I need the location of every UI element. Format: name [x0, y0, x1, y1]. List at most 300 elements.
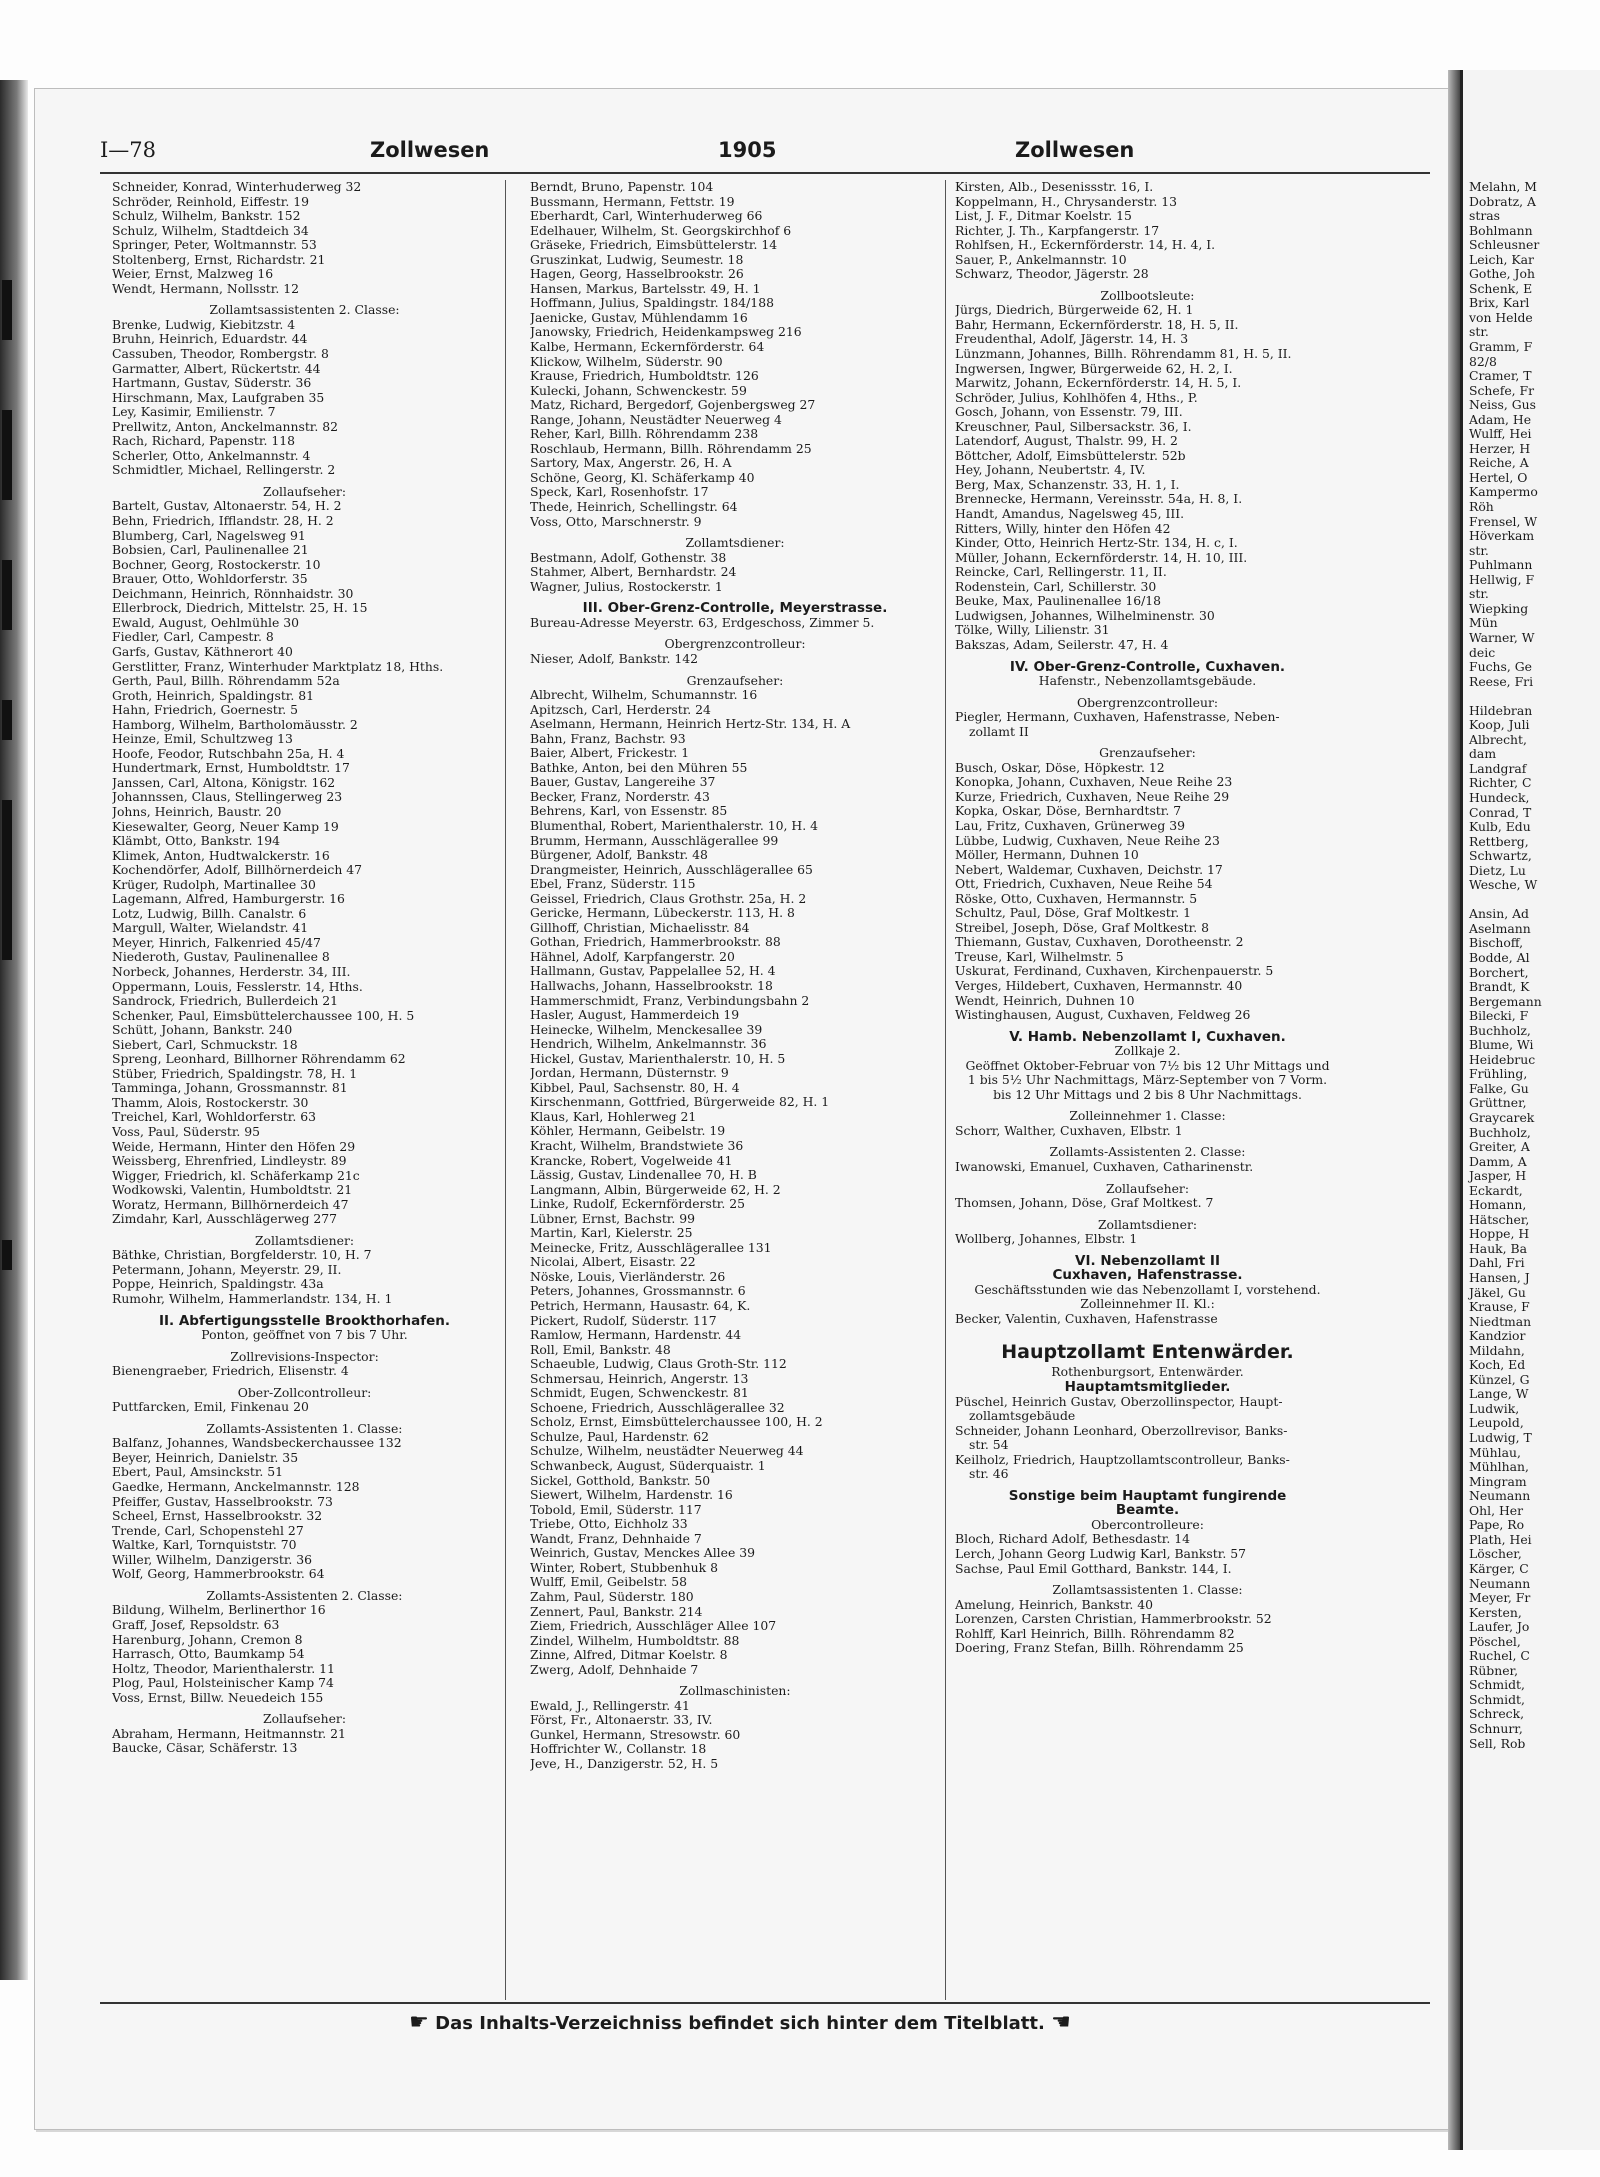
directory-entry: Waltke, Karl, Tornquiststr. 70 — [112, 1537, 297, 1553]
directory-entry: Kulecki, Johann, Schwenckestr. 59 — [530, 382, 747, 398]
right-page-entry: Fuchs, Ge — [1469, 659, 1532, 675]
right-page-entry: Bodde, Al — [1469, 949, 1530, 965]
directory-entry: Schorr, Walther, Cuxhaven, Elbstr. 1 — [955, 1122, 1183, 1138]
directory-entry: Gothan, Friedrich, Hammerbrookstr. 88 — [530, 934, 781, 950]
directory-entry: Wistinghausen, August, Cuxhaven, Feldweg 26 — [955, 1007, 1251, 1023]
directory-entry: Wendt, Hermann, Nollsstr. 12 — [112, 280, 299, 296]
directory-entry: Stoltenberg, Ernst, Richardstr. 21 — [112, 251, 326, 267]
directory-entry: Bathke, Anton, bei den Mühren 55 — [530, 759, 748, 775]
directory-entry: Kreuschner, Paul, Silbersackstr. 36, I. — [955, 418, 1192, 434]
directory-entry: Petrich, Hermann, Hausastr. 64, K. — [530, 1298, 751, 1314]
directory-entry: Rohlfsen, H., Eckernförderstr. 14, H. 4, I. — [955, 237, 1216, 253]
directory-entry: Peters, Johannes, Grossmannstr. 6 — [530, 1283, 746, 1299]
directory-entry: Gosch, Johann, von Essenstr. 79, III. — [955, 404, 1183, 420]
right-page-entry: Neumann — [1469, 1488, 1531, 1504]
directory-entry: Schulze, Wilhelm, neustädter Neuerweg 44 — [530, 1443, 804, 1459]
directory-entry: Zwerg, Adolf, Dehnhaide 7 — [530, 1661, 699, 1677]
book-gutter — [1448, 70, 1460, 2150]
right-page-entry: Jäkel, Gu — [1469, 1284, 1526, 1300]
right-page-entry: Leupold, — [1469, 1415, 1524, 1431]
directory-entry: Roschlaub, Hermann, Billh. Röhrendamm 25 — [530, 440, 812, 456]
right-page-entry: Heidebruc — [1469, 1051, 1536, 1067]
directory-entry: Koppelmann, H., Chrysanderstr. 13 — [955, 193, 1177, 209]
directory-entry: Busch, Oskar, Döse, Höpkestr. 12 — [955, 759, 1165, 775]
right-page-entry: str. — [1469, 586, 1489, 602]
directory-entry: Bahr, Hermann, Eckernförderstr. 18, H. 5, II. — [955, 316, 1239, 332]
directory-entry: Bäthke, Christian, Borgfelderstr. 10, H. 7 — [112, 1247, 372, 1263]
directory-entry: Klimek, Anton, Hudtwalckerstr. 16 — [112, 847, 330, 863]
directory-entry: Speck, Karl, Rosenhofstr. 17 — [530, 484, 709, 500]
right-page-entry: Buchholz, — [1469, 1022, 1531, 1038]
right-page-entry: Mün — [1469, 615, 1498, 631]
directory-entry: Bienengraeber, Friedrich, Elisenstr. 4 — [112, 1363, 349, 1379]
directory-entry: Ebert, Paul, Amsinckstr. 51 — [112, 1464, 284, 1480]
directory-entry: Ingwersen, Ingwer, Bürgerweide 62, H. 2, I. — [955, 360, 1233, 376]
directory-entry: Geissel, Friedrich, Claus Grothstr. 25a, H. 2 — [530, 890, 807, 906]
right-page-entry: dam — [1469, 746, 1497, 762]
directory-entry: Petermann, Johann, Meyerstr. 29, II. — [112, 1261, 342, 1277]
section-heading: Obergrenzcontrolleur: — [664, 636, 806, 652]
directory-entry: Schaeuble, Ludwig, Claus Groth-Str. 112 — [530, 1356, 787, 1372]
directory-entry: Holtz, Theodor, Marienthalerstr. 11 — [112, 1660, 335, 1676]
directory-entry: Ludwigsen, Johannes, Wilhelminenstr. 30 — [955, 607, 1215, 623]
directory-entry: Johannssen, Claus, Stellingerweg 23 — [112, 789, 343, 805]
directory-entry: Weissberg, Ehrenfried, Lindleystr. 89 — [112, 1153, 347, 1169]
directory-entry: str. 54 — [969, 1437, 1009, 1453]
directory-entry: Nöske, Louis, Vierländerstr. 26 — [530, 1268, 726, 1284]
directory-entry: Brumm, Hermann, Ausschlägerallee 99 — [530, 832, 779, 848]
right-page-entry: Gramm, F — [1469, 339, 1533, 355]
directory-entry: Nieser, Adolf, Bankstr. 142 — [530, 650, 698, 666]
section-heading: Grenzaufseher: — [1099, 745, 1196, 761]
right-page-entry: Pape, Ro — [1469, 1517, 1525, 1533]
directory-entry: Wollberg, Johannes, Elbstr. 1 — [955, 1231, 1138, 1247]
directory-entry: Triebe, Otto, Eichholz 33 — [530, 1516, 688, 1532]
right-page-entry: Kulb, Edu — [1469, 819, 1531, 835]
right-page-entry: 82/8 — [1469, 353, 1497, 369]
directory-entry: Klämbt, Otto, Bankstr. 194 — [112, 833, 281, 849]
column-1 — [112, 180, 497, 1756]
directory-entry: Hasler, August, Hammerdeich 19 — [530, 1007, 740, 1023]
directory-entry: Jeve, H., Danzigerstr. 52, H. 5 — [530, 1755, 719, 1771]
directory-entry: Köhler, Hermann, Geibelstr. 19 — [530, 1123, 726, 1139]
directory-entry: Johns, Heinrich, Baustr. 20 — [112, 803, 282, 819]
directory-entry: Zennert, Paul, Bankstr. 214 — [530, 1603, 703, 1619]
directory-entry: Rach, Richard, Papenstr. 118 — [112, 433, 295, 449]
right-page-entry: str. — [1469, 542, 1489, 558]
directory-entry: Tölke, Willy, Lilienstr. 31 — [955, 622, 1110, 638]
directory-entry: Stüber, Friedrich, Spaldingstr. 78, H. 1 — [112, 1065, 358, 1081]
office-heading: Hauptamtsmitglieder. — [1064, 1379, 1231, 1396]
directory-entry: Schöne, Georg, Kl. Schäferkamp 40 — [530, 469, 755, 485]
directory-entry: Brennecke, Hermann, Vereinsstr. 54a, H. 8, I. — [955, 491, 1243, 507]
directory-entry: Hickel, Gustav, Marienthalerstr. 10, H. 5 — [530, 1050, 786, 1066]
directory-entry: Sachse, Paul Emil Gotthard, Bankstr. 144, I. — [955, 1560, 1232, 1576]
directory-entry: Iwanowski, Emanuel, Cuxhaven, Catharinenstr. — [955, 1159, 1254, 1174]
section-note: Zollkaje 2. — [1114, 1043, 1181, 1059]
office-heading: IV. Ober-Grenz-Controlle, Cuxhaven. — [1009, 658, 1286, 675]
right-page-entry — [1469, 893, 1542, 908]
section-heading: Obergrenzcontrolleur: — [1076, 694, 1219, 710]
directory-entry: Ley, Kasimir, Emilienstr. 7 — [112, 404, 276, 420]
right-page-entry: Mingram — [1469, 1473, 1527, 1489]
directory-entry: Janowsky, Friedrich, Heidenkampsweg 216 — [530, 324, 802, 340]
directory-entry: Stahmer, Albert, Bernhardstr. 24 — [530, 564, 737, 580]
section-note: Geöffnet Oktober-Februar von 7½ bis 12 Uhr Mittags und — [965, 1057, 1330, 1073]
column-divider-1 — [505, 180, 506, 2000]
right-page-entry: Wesche, W — [1469, 877, 1538, 893]
directory-entry: Ewald, J., Rellingerstr. 41 — [530, 1697, 690, 1713]
directory-entry: Becker, Valentin, Cuxhaven, Hafenstrasse — [955, 1310, 1218, 1326]
right-page-entry: Jasper, H — [1469, 1168, 1527, 1184]
directory-entry: Brauer, Otto, Wohldorferstr. 35 — [112, 571, 308, 587]
directory-entry: Berndt, Bruno, Papenstr. 104 — [530, 180, 714, 194]
right-page-entry: Löscher, — [1469, 1546, 1522, 1562]
directory-entry: Freudenthal, Adolf, Jägerstr. 14, H. 3 — [955, 331, 1189, 347]
directory-entry: Becker, Franz, Norderstr. 43 — [530, 788, 710, 804]
section-heading: Zolleinnehmer 1. Classe: — [1069, 1108, 1226, 1124]
directory-entry: Lotz, Ludwig, Billh. Canalstr. 6 — [112, 905, 307, 921]
directory-entry: Möller, Hermann, Duhnen 10 — [955, 847, 1139, 863]
directory-entry: Range, Johann, Neustädter Neuerweg 4 — [530, 411, 782, 427]
directory-entry: Eberhardt, Carl, Winterhuderweg 66 — [530, 208, 763, 224]
directory-entry: Beuke, Max, Paulinenallee 16/18 — [955, 593, 1162, 609]
directory-entry: Ellerbrock, Diedrich, Mittelstr. 25, H. 15 — [112, 600, 368, 616]
directory-entry: Krüger, Rudolph, Martinallee 30 — [112, 876, 316, 892]
directory-entry: Woratz, Hermann, Billhörnerdeich 47 — [112, 1196, 349, 1212]
directory-entry: Först, Fr., Altonaerstr. 33, IV. — [530, 1712, 713, 1728]
section-heading: Zollamts-Assistenten 2. Classe: — [206, 1587, 403, 1603]
right-page-entry: Landgraf — [1469, 760, 1527, 776]
page-number: I—78 — [100, 138, 157, 162]
directory-entry: Aselmann, Hermann, Heinrich Hertz-Str. 134, H. A — [530, 716, 851, 732]
directory-entry: Gruszinkat, Ludwig, Seumestr. 18 — [530, 251, 744, 267]
directory-entry: Scheel, Ernst, Hasselbrookstr. 32 — [112, 1508, 323, 1524]
section-heading: Zolleinnehmer II. Kl.: — [1080, 1296, 1215, 1312]
directory-entry: Schulz, Wilhelm, Stadtdeich 34 — [112, 222, 309, 238]
directory-entry: Weier, Ernst, Malzweg 16 — [112, 266, 274, 282]
right-page-entry: Bischoff, — [1469, 935, 1524, 951]
right-page-entry: Koch, Ed — [1469, 1357, 1526, 1373]
right-page-entry: Kandzior — [1469, 1328, 1526, 1344]
office-heading: V. Hamb. Nebenzollamt I, Cuxhaven. — [1009, 1028, 1286, 1045]
directory-entry: Jürgs, Diedrich, Bürgerweide 62, H. 1 — [955, 302, 1194, 318]
directory-entry: Schwanbeck, August, Süderquaistr. 1 — [530, 1458, 766, 1474]
directory-entry: Gericke, Hermann, Lübeckerstr. 113, H. 8 — [530, 905, 795, 921]
right-page-entry: von Helde — [1469, 309, 1533, 325]
right-page-entry: deic — [1469, 644, 1496, 660]
directory-entry: Wolf, Georg, Hammerbrookstr. 64 — [112, 1566, 325, 1582]
right-page-entry: Ludwig, T — [1469, 1430, 1532, 1446]
directory-entry: Wendt, Heinrich, Duhnen 10 — [955, 992, 1135, 1008]
right-page-entry: Grüttner, — [1469, 1095, 1527, 1111]
right-page-entry: Kersten, — [1469, 1604, 1522, 1620]
right-page-entry: Rübner, — [1469, 1662, 1519, 1678]
right-page-entry: Plath, Hei — [1469, 1531, 1532, 1547]
section-heading: Zollamtsdiener: — [1097, 1216, 1198, 1232]
directory-entry: Lau, Fritz, Cuxhaven, Grünerweg 39 — [955, 817, 1185, 833]
directory-entry: Gerth, Paul, Billh. Röhrendamm 52a — [112, 673, 340, 689]
directory-entry: Langmann, Albin, Bürgerweide 62, H. 2 — [530, 1181, 781, 1197]
directory-entry: Voss, Ernst, Billw. Neuedeich 155 — [112, 1689, 324, 1705]
right-page-entry: Brix, Karl — [1469, 295, 1530, 311]
directory-entry: Bobsien, Carl, Paulinenallee 21 — [112, 542, 309, 558]
footer-text: Das Inhalts-Verzeichniss befindet sich hinter dem Titelblatt. — [435, 2013, 1045, 2034]
directory-entry: Schneider, Johann Leonhard, Oberzollrevisor, Banks- — [955, 1422, 1288, 1438]
right-page-entry: str. — [1469, 324, 1489, 340]
right-page-entry: Conrad, T — [1469, 804, 1532, 820]
directory-entry: Bruhn, Heinrich, Eduardstr. 44 — [112, 331, 308, 347]
directory-entry: Schulz, Wilhelm, Bankstr. 152 — [112, 208, 301, 224]
header-year: 1905 — [718, 138, 777, 162]
directory-entry: Ebel, Franz, Süderstr. 115 — [530, 876, 696, 892]
section-heading: Zollamts-Assistenten 2. Classe: — [1049, 1144, 1246, 1160]
section-note: Hafenstr., Nebenzollamtsgebäude. — [1038, 673, 1257, 689]
page-header — [100, 138, 1450, 172]
directory-entry: Lübner, Ernst, Bachstr. 99 — [530, 1210, 696, 1226]
section-heading: Zollaufseher: — [1105, 1180, 1190, 1196]
office-heading: Hauptzollamt Entenwärder. — [1001, 1341, 1294, 1364]
directory-entry: Albrecht, Wilhelm, Schumannstr. 16 — [530, 687, 758, 703]
right-page-entry: Damm, A — [1469, 1153, 1527, 1169]
directory-entry: Sauer, P., Ankelmannstr. 10 — [955, 251, 1127, 267]
directory-entry: Poppe, Heinrich, Spaldingstr. 43a — [112, 1276, 324, 1292]
section-heading: Zollamtsassistenten 2. Classe: — [209, 302, 400, 318]
directory-entry: Pfeiffer, Gustav, Hasselbrookstr. 73 — [112, 1493, 333, 1509]
directory-entry: Tamminga, Johann, Grossmannstr. 81 — [112, 1080, 348, 1096]
directory-entry: Zinne, Alfred, Ditmar Koelstr. 8 — [530, 1647, 728, 1663]
right-page-entry: Hansen, J — [1469, 1270, 1530, 1286]
right-page-entry: Wulff, Hei — [1469, 426, 1532, 442]
right-page-entry: Ludwik, — [1469, 1400, 1520, 1416]
right-page-entry: Schwartz, — [1469, 848, 1532, 864]
section-heading: Zollrevisions-Inspector: — [230, 1348, 379, 1364]
directory-entry: zollamt II — [969, 723, 1029, 739]
directory-entry: Bloch, Richard Adolf, Bethesdastr. 14 — [955, 1531, 1190, 1547]
directory-entry: Krause, Friedrich, Humboldtstr. 126 — [530, 368, 759, 384]
directory-entry: Schmersau, Heinrich, Angerstr. 13 — [530, 1370, 749, 1386]
directory-entry: Schultz, Paul, Döse, Graf Moltkestr. 1 — [955, 905, 1192, 921]
directory-entry: Doering, Franz Stefan, Billh. Röhrendamm 25 — [955, 1640, 1244, 1656]
directory-entry: Rumohr, Wilhelm, Hammerlandstr. 134, H. 1 — [112, 1291, 393, 1307]
directory-entry: Margull, Walter, Wielandstr. 41 — [112, 920, 309, 936]
section-note: Geschäftsstunden wie das Nebenzollamt I, vorstehend. — [974, 1281, 1321, 1297]
right-page-entry: Neumann — [1469, 1575, 1531, 1591]
directory-entry: Springer, Peter, Woltmannstr. 53 — [112, 237, 317, 253]
directory-entry: Röske, Otto, Cuxhaven, Hermannstr. 5 — [955, 890, 1198, 906]
directory-entry: Kirsten, Alb., Desenissstr. 16, I. — [955, 180, 1154, 194]
office-heading: VI. Nebenzollamt II — [1075, 1252, 1220, 1269]
right-page-entry: Hätscher, — [1469, 1211, 1530, 1227]
directory-entry: Balfanz, Johannes, Wandsbeckerchaussee 132 — [112, 1435, 402, 1451]
directory-entry: Harenburg, Johann, Cremon 8 — [112, 1631, 303, 1647]
directory-entry: Jordan, Hermann, Düsternstr. 9 — [530, 1065, 729, 1081]
directory-entry: Treuse, Karl, Wilhelmstr. 5 — [955, 948, 1124, 964]
directory-entry: Beyer, Heinrich, Danielstr. 35 — [112, 1449, 299, 1465]
directory-entry: Schütt, Johann, Bankstr. 240 — [112, 1022, 293, 1038]
right-page-entry: Falke, Gu — [1469, 1080, 1529, 1096]
right-page-entry: Mühlhan, — [1469, 1459, 1529, 1475]
section-heading: Zollaufseher: — [262, 1711, 347, 1727]
right-page-entry: Kärger, C — [1469, 1560, 1529, 1576]
directory-entry: Rohlff, Karl Heinrich, Billh. Röhrendamm 82 — [955, 1625, 1235, 1641]
directory-entry: Wulff, Emil, Geibelstr. 58 — [530, 1574, 687, 1590]
directory-entry: Handt, Amandus, Nagelsweg 45, III. — [955, 506, 1185, 522]
directory-entry: Janssen, Carl, Altona, Königstr. 162 — [112, 774, 336, 790]
right-page-fragment — [1460, 70, 1600, 2150]
header-rule — [100, 172, 1430, 174]
left-page-edge — [0, 80, 28, 1980]
directory-entry: Blumenthal, Robert, Marienthalerstr. 10, H. 4 — [530, 817, 818, 833]
column-2 — [530, 180, 940, 1772]
directory-entry: Kalbe, Hermann, Eckernförderstr. 64 — [530, 339, 765, 355]
directory-entry: Schmidt, Eugen, Schwenckestr. 81 — [530, 1385, 749, 1401]
directory-entry: Voss, Otto, Marschnerstr. 9 — [530, 513, 702, 529]
directory-entry: Wigger, Friedrich, kl. Schäferkamp 21c — [112, 1167, 360, 1183]
directory-entry: Ott, Friedrich, Cuxhaven, Neue Reihe 54 — [955, 876, 1213, 892]
directory-entry: Sartory, Max, Angerstr. 26, H. A — [530, 455, 732, 471]
section-heading: Zollamts-Assistenten 1. Classe: — [206, 1420, 403, 1436]
directory-entry: Weide, Hermann, Hinter den Höfen 29 — [112, 1138, 356, 1154]
directory-entry: Hagen, Georg, Hasselbrookstr. 26 — [530, 266, 744, 282]
directory-entry: Schenker, Paul, Eimsbüttelerchaussee 100, H. 5 — [112, 1007, 415, 1023]
section-heading: Ober-Zollcontrolleur: — [237, 1384, 372, 1400]
directory-entry: Bochner, Georg, Rostockerstr. 10 — [112, 556, 321, 572]
directory-entry: Hendrich, Wilhelm, Ankelmannstr. 36 — [530, 1036, 767, 1052]
right-page-entry: Lange, W — [1469, 1386, 1529, 1402]
office-heading: II. Abfertigungsstelle Brookthorhafen. — [158, 1312, 451, 1329]
directory-entry: Martin, Karl, Kielerstr. 25 — [530, 1225, 693, 1241]
right-page-entry: Bohlmann — [1469, 222, 1533, 238]
right-page-entry: Gothe, Joh — [1469, 266, 1535, 282]
directory-entry: Heinze, Emil, Schultzweg 13 — [112, 731, 293, 747]
section-note: bis 12 Uhr Mittags und 2 bis 8 Uhr Nachmittags. — [993, 1086, 1302, 1102]
directory-entry: Nebert, Waldemar, Cuxhaven, Deichstr. 17 — [955, 861, 1223, 877]
directory-entry: Böttcher, Adolf, Eimsbüttelerstr. 52b — [955, 447, 1186, 463]
directory-entry: Uskurat, Ferdinand, Cuxhaven, Kirchenpauerstr. 5 — [955, 963, 1274, 979]
directory-entry: Bürgener, Adolf, Bankstr. 48 — [530, 847, 708, 863]
directory-entry: Reincke, Carl, Rellingerstr. 11, II. — [955, 564, 1167, 580]
directory-entry: Graff, Josef, Repsoldstr. 63 — [112, 1616, 280, 1632]
right-page-entry: Adam, He — [1469, 411, 1532, 427]
directory-entry: Ewald, August, Oehlmühle 30 — [112, 614, 300, 630]
right-page-entry: Hundeck, — [1469, 789, 1530, 805]
pointing-hand-right-icon: ☚ — [1051, 2010, 1071, 2035]
directory-entry: Kopka, Oskar, Döse, Bernhardtstr. 7 — [955, 803, 1182, 819]
directory-entry: Bildung, Wilhelm, Berlinerthor 16 — [112, 1602, 326, 1618]
directory-entry: Hoffmann, Julius, Spaldingstr. 184/188 — [530, 295, 774, 311]
directory-entry: Groth, Heinrich, Spaldingstr. 81 — [112, 687, 315, 703]
directory-entry: Püschel, Heinrich Gustav, Oberzollinspector, Haupt- — [955, 1393, 1283, 1409]
section-heading: Obercontrolleure: — [1091, 1516, 1204, 1532]
directory-entry: Behrens, Karl, von Essenstr. 85 — [530, 803, 728, 819]
directory-entry: Schneider, Konrad, Winterhuderweg 32 — [112, 180, 362, 194]
right-page-entry: Schreck, — [1469, 1706, 1525, 1722]
directory-entry: Niederoth, Gustav, Paulinenallee 8 — [112, 949, 330, 965]
office-heading: Beamte. — [1115, 1502, 1180, 1519]
right-page-entry: Albrecht, — [1469, 731, 1527, 747]
directory-entry: Lerch, Johann Georg Ludwig Karl, Bankstr. 57 — [955, 1546, 1246, 1562]
right-page-entry: Pöschel, — [1469, 1633, 1521, 1649]
right-page-entry: Schnurr, — [1469, 1720, 1523, 1736]
directory-entry: Meyer, Hinrich, Falkenried 45/47 — [112, 934, 321, 950]
directory-entry: Klaus, Karl, Hohlerweg 21 — [530, 1108, 697, 1124]
right-page-entry: Schleusner — [1469, 237, 1540, 253]
section-heading: Zollmaschinisten: — [679, 1683, 791, 1699]
right-page-entry: Borchert, — [1469, 964, 1529, 980]
right-page-entry: Eckardt, — [1469, 1182, 1523, 1198]
directory-entry: Hähnel, Adolf, Karpfangerstr. 20 — [530, 948, 735, 964]
directory-entry: Keilholz, Friedrich, Hauptzollamtscontrolleur, Banks- — [955, 1451, 1290, 1467]
directory-entry: Matz, Richard, Bergedorf, Gojenbergsweg 27 — [530, 397, 816, 413]
directory-entry: Berg, Max, Schanzenstr. 33, H. 1, I. — [955, 476, 1180, 492]
directory-entry: Zahm, Paul, Süderstr. 180 — [530, 1588, 694, 1604]
directory-entry: Zindel, Wilhelm, Humboldtstr. 88 — [530, 1632, 740, 1648]
directory-entry: Kurze, Friedrich, Cuxhaven, Neue Reihe 29 — [955, 788, 1230, 804]
directory-entry: Oppermann, Louis, Fesslerstr. 14, Hths. — [112, 978, 363, 994]
right-page-entry: Ohl, Her — [1469, 1502, 1524, 1518]
directory-entry: Linke, Rudolf, Eckernförderstr. 25 — [530, 1196, 746, 1212]
column-divider-2 — [945, 180, 946, 2000]
right-page-entry: Hauk, Ba — [1469, 1240, 1528, 1256]
section-heading: Zollbootsleute: — [1100, 287, 1195, 303]
section-heading: Zollamtsassistenten 1. Classe: — [1052, 1582, 1243, 1598]
directory-entry: Winter, Robert, Stubbenhuk 8 — [530, 1559, 718, 1575]
section-heading: Zollamtsdiener: — [685, 535, 785, 551]
directory-entry: Treichel, Karl, Wohldorferstr. 63 — [112, 1109, 316, 1125]
directory-entry: Thamm, Alois, Rostockerstr. 30 — [112, 1094, 309, 1110]
right-page-entry: Blume, Wi — [1469, 1037, 1534, 1053]
directory-entry: Norbeck, Johannes, Herderstr. 34, III. — [112, 963, 351, 979]
directory-entry: Voss, Paul, Süderstr. 95 — [112, 1124, 261, 1139]
right-page-entry: Bilecki, F — [1469, 1008, 1529, 1024]
directory-entry: Zimdahr, Karl, Ausschlägerweg 277 — [112, 1211, 338, 1227]
directory-entry: Kinder, Otto, Heinrich Hertz-Str. 134, H. c, I. — [955, 535, 1238, 551]
right-page-entry: Künzel, G — [1469, 1371, 1530, 1387]
directory-entry: Lässig, Gustav, Lindenallee 70, H. B — [530, 1167, 757, 1183]
directory-entry: Scholz, Ernst, Eimsbüttelerchaussee 100, H. 2 — [530, 1414, 823, 1430]
directory-entry: Garfs, Gustav, Käthnerort 40 — [112, 643, 293, 659]
directory-entry: Prellwitz, Anton, Anckelmannstr. 82 — [112, 418, 339, 434]
directory-entry: Hoffrichter W., Collanstr. 18 — [530, 1741, 707, 1757]
directory-entry: Meinecke, Fritz, Ausschlägerallee 131 — [530, 1239, 772, 1255]
directory-entry: Bussmann, Hermann, Fettstr. 19 — [530, 193, 735, 209]
right-page-entry: Ansin, Ad — [1469, 906, 1529, 922]
right-page-entry — [1469, 689, 1542, 704]
right-page-entry: Cramer, T — [1469, 368, 1532, 384]
right-page-entry: Höverkam — [1469, 528, 1535, 544]
directory-entry: Bakszas, Adam, Seilerstr. 47, H. 4 — [955, 636, 1169, 652]
directory-entry: Nicolai, Albert, Eisastr. 22 — [530, 1254, 696, 1270]
right-page-entry: Frühling, — [1469, 1066, 1528, 1082]
right-page-entry: Neiss, Gus — [1469, 397, 1536, 413]
directory-entry: Ritters, Willy, hinter den Höfen 42 — [955, 520, 1171, 536]
section-note: Ponton, geöffnet von 7 bis 7 Uhr. — [201, 1327, 408, 1343]
section-note: Rothenburgsort, Entenwärder. — [1051, 1364, 1244, 1380]
directory-entry: Sickel, Gotthold, Bankstr. 50 — [530, 1472, 711, 1488]
right-page-entry: Puhlmann — [1469, 557, 1533, 573]
right-page-entry: Aselmann — [1469, 920, 1531, 936]
directory-entry: Weinrich, Gustav, Menckes Allee 39 — [530, 1545, 756, 1561]
right-page-entry: Warner, W — [1469, 629, 1535, 645]
directory-entry: List, J. F., Ditmar Koelstr. 15 — [955, 208, 1132, 224]
spacer — [955, 1326, 1340, 1333]
right-page-entry: Richter, C — [1469, 775, 1532, 791]
directory-entry: Bureau-Adresse Meyerstr. 63, Erdgeschoss, Zimmer 5. — [530, 614, 875, 630]
directory-entry: Gillhoff, Christian, Michaelisstr. 84 — [530, 919, 750, 935]
section-heading: Zollaufseher: — [262, 483, 347, 499]
directory-entry: Thiemann, Gustav, Cuxhaven, Dorotheenstr. 2 — [955, 934, 1244, 950]
